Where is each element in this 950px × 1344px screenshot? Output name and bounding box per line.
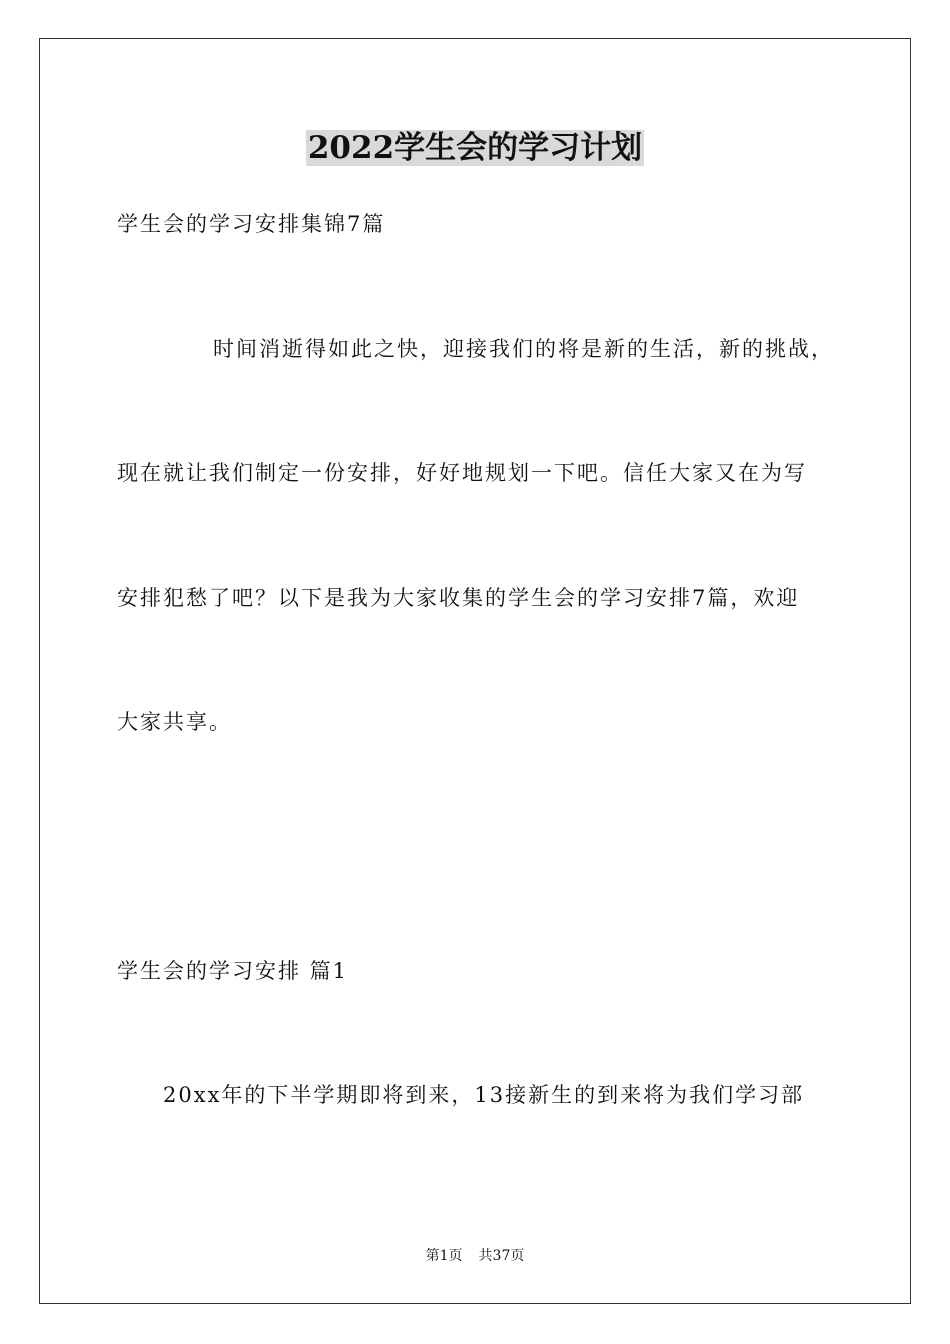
document-title: [0, 128, 950, 168]
page-number: 第1页: [425, 1248, 463, 1264]
section-text-line-1: 20xx年的下半学期即将到来，13接新生的到来将为我们学习部: [163, 1083, 805, 1107]
document-title-text: 2022学生会的学习计划: [307, 130, 643, 166]
page-total: 共37页: [478, 1248, 525, 1264]
section-heading: 学生会的学习安排 篇1: [117, 959, 349, 983]
document-subtitle: 学生会的学习安排集锦7篇: [117, 212, 386, 236]
intro-line-2: 现在就让我们制定一份安排，好好地规划一下吧。信任大家又在为写: [117, 461, 807, 485]
intro-line-4: 大家共享。: [117, 710, 232, 734]
page-footer: [0, 1246, 950, 1266]
intro-line-3: 安排犯愁了吧？以下是我为大家收集的学生会的学习安排7篇，欢迎: [117, 586, 800, 610]
intro-line-1: 时间消逝得如此之快，迎接我们的将是新的生活，新的挑战，: [213, 337, 834, 361]
